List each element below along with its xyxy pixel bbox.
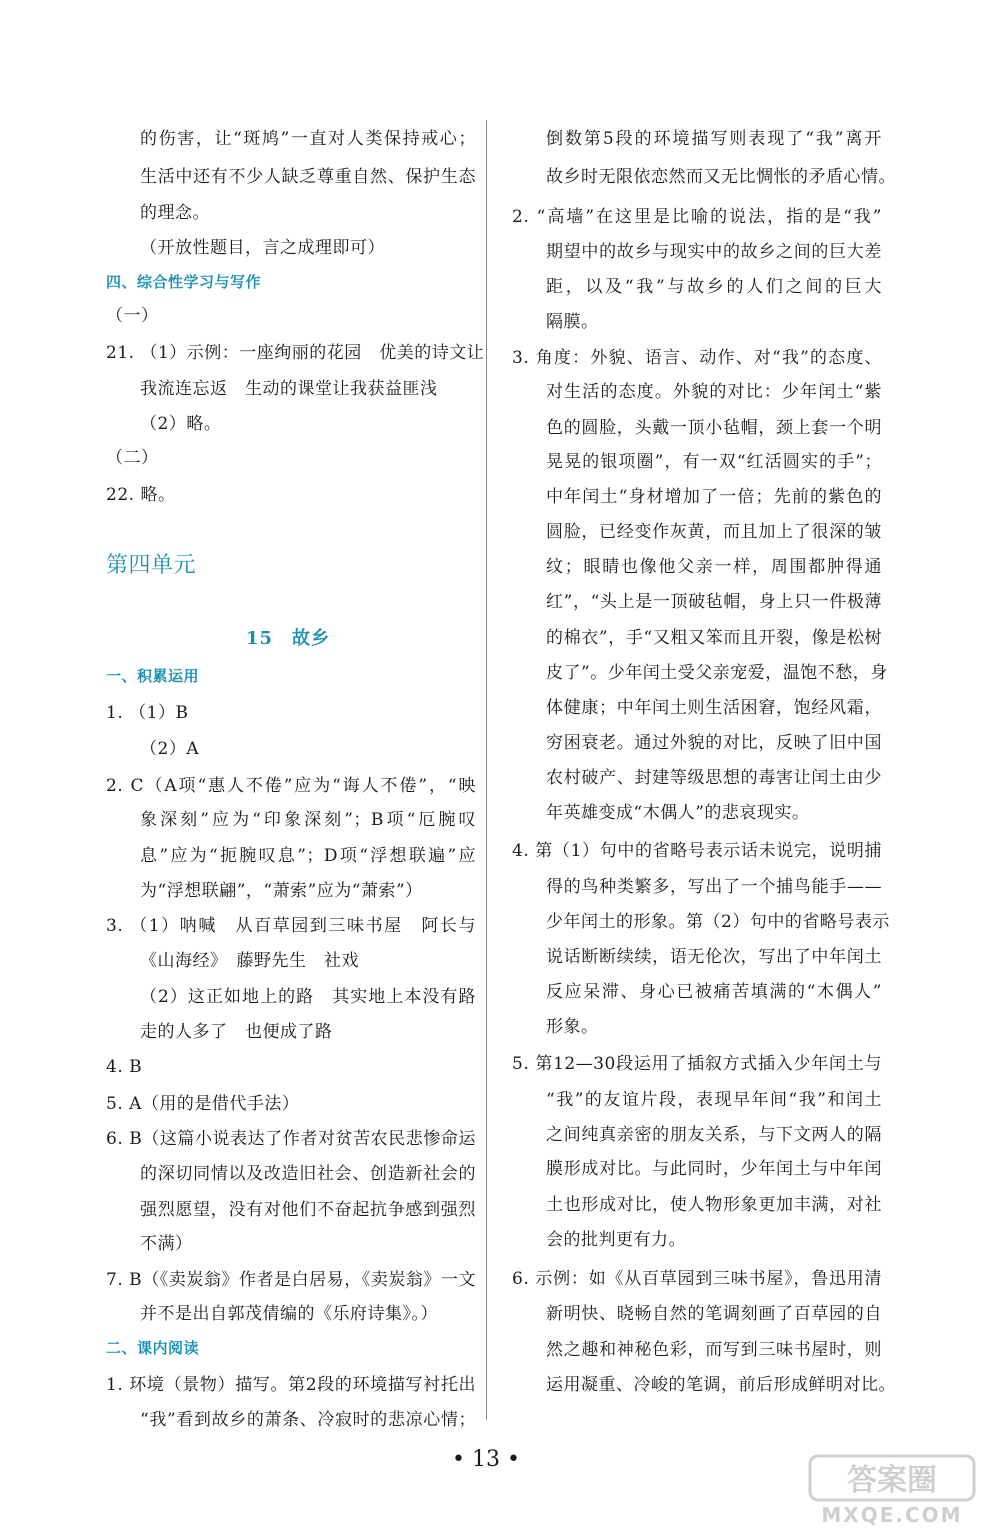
right-text-line: 色的圆脸，头戴一顶小毡帽，颈上套一个明 xyxy=(546,418,882,438)
right-text-line: 会的批判更有力。 xyxy=(546,1230,686,1250)
left-text-line: 为“浮想联翩”，“萧索”应为“萧索”） xyxy=(140,881,423,901)
right-text-line: 晃晃的银项圈”，有一双“红活圆实的手”； xyxy=(546,452,882,472)
right-text-line: 期望中的故乡与现实中的故乡之间的巨大差 xyxy=(546,242,882,262)
right-text-line: 的棉衣”，手“又粗又笨而且开裂，像是松树 xyxy=(546,628,882,648)
left-text-line: 22. 略。 xyxy=(106,485,176,505)
svg-text:MXQE.COM: MXQE.COM xyxy=(821,1503,963,1527)
left-text-line: （2）这正如地上的路 其实地上本没有路 xyxy=(140,987,476,1007)
left-text-line: 我流连忘返 生动的课堂让我获益匪浅 xyxy=(140,379,438,399)
right-text-line: 得的鸟种类繁多，写出了一个捕鸟能手—— xyxy=(546,877,882,897)
section-heading: 二、课内阅读 xyxy=(106,1339,200,1357)
article-title: 15 故乡 xyxy=(246,628,331,649)
right-text-line: 运用凝重、冷峻的笔调，前后形成鲜明对比。 xyxy=(546,1375,896,1395)
right-text-line: 之间纯真亲密的朋友关系，与下文两人的隔 xyxy=(546,1125,882,1145)
right-text-line: 隔膜。 xyxy=(546,312,599,332)
right-text-line: 说话断断续续，语无伦次，写出了中年闰土 xyxy=(546,947,882,967)
unit-heading: 第四单元 xyxy=(106,553,197,578)
right-text-line: 2. “高墙”在这里是比喻的说法，指的是“我” xyxy=(512,207,882,227)
right-text-line: 故乡时无限依恋然而又无比惆怅的矛盾心情。 xyxy=(546,167,896,187)
left-text-line: （2）A xyxy=(140,739,200,759)
left-text-line: 走的人多了 也便成了路 xyxy=(140,1022,333,1042)
right-text-line: 圆脸，已经变作灰黄，而且加上了很深的皱 xyxy=(546,522,882,542)
right-text-line: 年英雄变成“木偶人”的悲哀现实。 xyxy=(546,803,810,823)
left-text-line: “我”看到故乡的萧条、冷寂时的悲凉心情； xyxy=(140,1410,476,1430)
left-text-line: 象深刻”应为“印象深刻”；B项“厄腕叹 xyxy=(140,810,476,830)
right-text-line: 中年闰土“身材增加了一倍；先前的紫色的 xyxy=(546,487,882,507)
left-text-line: 的深切同情以及改造旧社会、创造新社会的 xyxy=(140,1164,476,1184)
right-text-line: 距，以及“我”与故乡的人们之间的巨大 xyxy=(546,277,882,297)
left-text-line: 并不是出自郭茂倩编的《乐府诗集》。） xyxy=(140,1304,438,1324)
section-heading: 四、综合性学习与写作 xyxy=(106,273,262,291)
left-text-line: 的理念。 xyxy=(140,203,210,223)
right-text-line: 反应呆滞、身心已被痛苦填满的“木偶人” xyxy=(546,982,882,1002)
left-text-line: 的伤害，让“斑鸠”一直对人类保持戒心； xyxy=(140,129,476,149)
right-text-line: 3. 角度：外貌、语言、动作、对“我”的态度、 xyxy=(512,348,882,368)
left-text-line: 1. （1）B xyxy=(106,703,189,723)
left-text-line: 21. （1）示例：一座绚丽的花园 优美的诗文让 xyxy=(106,343,485,363)
left-text-line: （开放性题目，言之成理即可） xyxy=(140,238,385,258)
left-text-line: 6. B（这篇小说表达了作者对贫苦农民悲惨命运 xyxy=(106,1129,476,1149)
left-text-line: 2. C（A项“惠人不倦”应为“诲人不倦”，“映 xyxy=(106,776,476,796)
left-text-line: 生活中还有不少人缺乏尊重自然、保护生态 xyxy=(140,167,476,187)
right-text-line: 皮了”。少年闰土受父亲宠爱，温饱不愁，身 xyxy=(546,663,888,683)
left-text-line: 7. B（《卖炭翁》作者是白居易，《卖炭翁》一文 xyxy=(106,1270,476,1290)
right-text-line: 红”，“头上是一顶破毡帽，身上只一件极薄 xyxy=(546,592,882,612)
right-text-line: 对生活的态度。外貌的对比：少年闰土“紫 xyxy=(546,382,882,402)
right-text-line: 纹；眼睛也像他父亲一样，周围都肿得通 xyxy=(546,557,882,577)
right-text-line: 5. 第12—30段运用了插叙方式插入少年闰土与 xyxy=(512,1054,882,1074)
watermark-logo xyxy=(806,1452,978,1528)
right-text-line: 农村破产、封建等级思想的毒害让闰土由少 xyxy=(546,768,882,788)
page-number: • 13 • xyxy=(452,1447,520,1472)
right-text-line: “我”的友谊片段，表现早年间“我”和闰土 xyxy=(546,1090,882,1110)
left-text-line: 3. （1）呐喊 从百草园到三味书屋 阿长与 xyxy=(106,916,476,936)
left-text-line: 《山海经》 藤野先生 社戏 xyxy=(140,951,359,971)
right-text-line: 体健康；中年闰土则生活困窘，饱经风霜， xyxy=(546,698,882,718)
right-text-line: 膜形成对比。与此同时，少年闰土与中年闰 xyxy=(546,1159,882,1179)
section-heading: 一、积累运用 xyxy=(106,667,200,685)
left-text-line: 强烈愿望，没有对他们不奋起抗争感到强烈 xyxy=(140,1200,476,1220)
left-text-line: 4. B xyxy=(106,1057,143,1077)
svg-text:答案圈: 答案圈 xyxy=(847,1463,937,1498)
right-text-line: 6. 示例：如《从百草园到三味书屋》，鲁迅用清 xyxy=(512,1269,882,1289)
right-text-line: 4. 第（1）句中的省略号表示话未说完，说明捕 xyxy=(512,841,882,861)
right-text-line: 然之趣和神秘色彩，而写到三味书屋时，则 xyxy=(546,1340,882,1360)
right-text-line: 形象。 xyxy=(546,1017,599,1037)
left-text-line: 不满） xyxy=(140,1234,193,1254)
right-text-line: 新明快、晓畅自然的笔调刻画了百草园的自 xyxy=(546,1304,882,1324)
right-text-line: 土也形成对比，使人物形象更加丰满，对社 xyxy=(546,1195,882,1215)
right-text-line: 倒数第5段的环境描写则表现了“我”离开 xyxy=(546,129,882,149)
right-text-line: 穷困衰老。通过外貌的对比，反映了旧中国 xyxy=(546,733,882,753)
left-text-line: （一） xyxy=(106,306,159,326)
left-text-line: （二） xyxy=(106,448,159,468)
left-text-line: 息”应为“扼腕叹息”；D项“浮想联遍”应 xyxy=(140,846,476,866)
right-text-line: 少年闰土的形象。第（2）句中的省略号表示 xyxy=(546,912,890,932)
left-text-line: 1. 环境（景物）描写。第2段的环境描写衬托出 xyxy=(106,1375,476,1395)
left-text-line: （2）略。 xyxy=(140,414,222,434)
column-divider xyxy=(486,120,487,1420)
left-text-line: 5. A（用的是借代手法） xyxy=(106,1094,300,1114)
